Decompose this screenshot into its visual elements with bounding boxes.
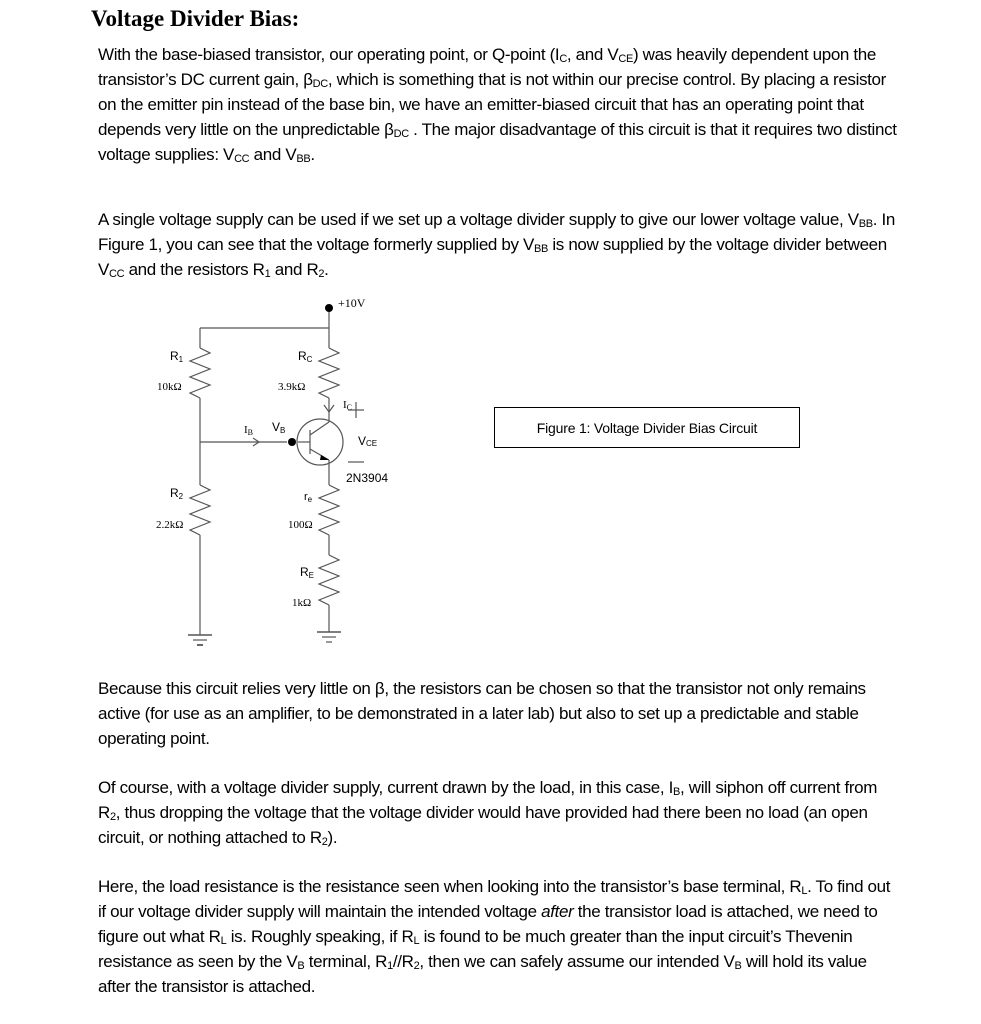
paragraph-load-current: Of course, with a voltage divider supply, current drawn by the load, in this case, $I_B$, will siphon off current from $R_2$, thus dropping the voltage that the voltage divider would have provided had there been no load (an open circuit, or nothing attached to $R_2$). bbox=[98, 778, 878, 848]
svg-text:VCE: VCE bbox=[358, 434, 378, 448]
supply-label: +10V bbox=[338, 296, 366, 310]
paragraph-base-bias: With the base-biased transistor, our operating point, or Q-point ($I_C$, and $V_{CE}$) was heavily dependent upon the transistor’s DC current gain, $\beta_{DC}$, which is something that is not within our precise control. By placing a resistor on the emitter pin instead of the base bin, we have an emitter-biased circuit that has an operating point that depends very little on the unpredictable $\beta_{DC}$ . The major disadvantage of this circuit is that it requires two distinct voltage supplies: $V_{CC}$ and $V_{BB}$. bbox=[98, 45, 897, 165]
paragraph-load-resistance: Here, the load resistance is the resistance seen when looking into the transistor’s base terminal, $R_L$. To find out if our voltage divider supply will maintain the intended voltage after the transistor load is attached, we need to figure out what $R_L$ is. Roughly speaking, if $R_L$ is found to be much greater than the input circuit’s Thevenin resistance as seen by the $V_B$ terminal, $R_1//R_2$, then we can safely assume our intended $V_B$ will hold its value after the transistor is attached. bbox=[98, 877, 891, 996]
figure-caption: Figure 1: Voltage Divider Bias Circuit bbox=[494, 407, 800, 448]
re-value: 1kΩ bbox=[292, 597, 312, 609]
rc-value: 3.9kΩ bbox=[278, 381, 306, 393]
svg-text:RC: RC bbox=[298, 349, 313, 364]
supply-node-icon bbox=[325, 304, 333, 312]
svg-text:RE: RE bbox=[300, 565, 315, 580]
transistor-label: 2N3904 bbox=[346, 471, 389, 485]
svg-text:R2: R2 bbox=[170, 486, 184, 501]
svg-text:R1: R1 bbox=[170, 349, 184, 364]
svg-text:re: re bbox=[304, 491, 313, 504]
re-int-value: 100Ω bbox=[288, 519, 313, 531]
svg-text:VB: VB bbox=[272, 420, 286, 435]
r2-value: 2.2kΩ bbox=[156, 519, 184, 531]
svg-text:IC: IC bbox=[343, 399, 353, 412]
base-node-icon bbox=[288, 438, 296, 446]
page-title: Voltage Divider Bias: bbox=[91, 6, 300, 31]
svg-text:IB: IB bbox=[244, 424, 254, 437]
r1-value: 10kΩ bbox=[157, 381, 182, 393]
circuit-diagram bbox=[140, 290, 420, 670]
paragraph-single-supply: A single voltage supply can be used if we set up a voltage divider supply to give our lower voltage value, $V_{BB}$. In Figure 1, you can see that the voltage formerly supplied by $V_{BB}$ is now supplied by the voltage divider between $V_{CC}$ and the resistors $R_1$ and $R_2$. bbox=[98, 210, 895, 280]
paragraph-beta-independence: Because this circuit relies very little on β, the resistors can be chosen so that the transistor not only remains active (for use as an amplifier, to be demonstrated in a later lab) but also to set up a predictable and stable operating point. bbox=[98, 679, 866, 748]
